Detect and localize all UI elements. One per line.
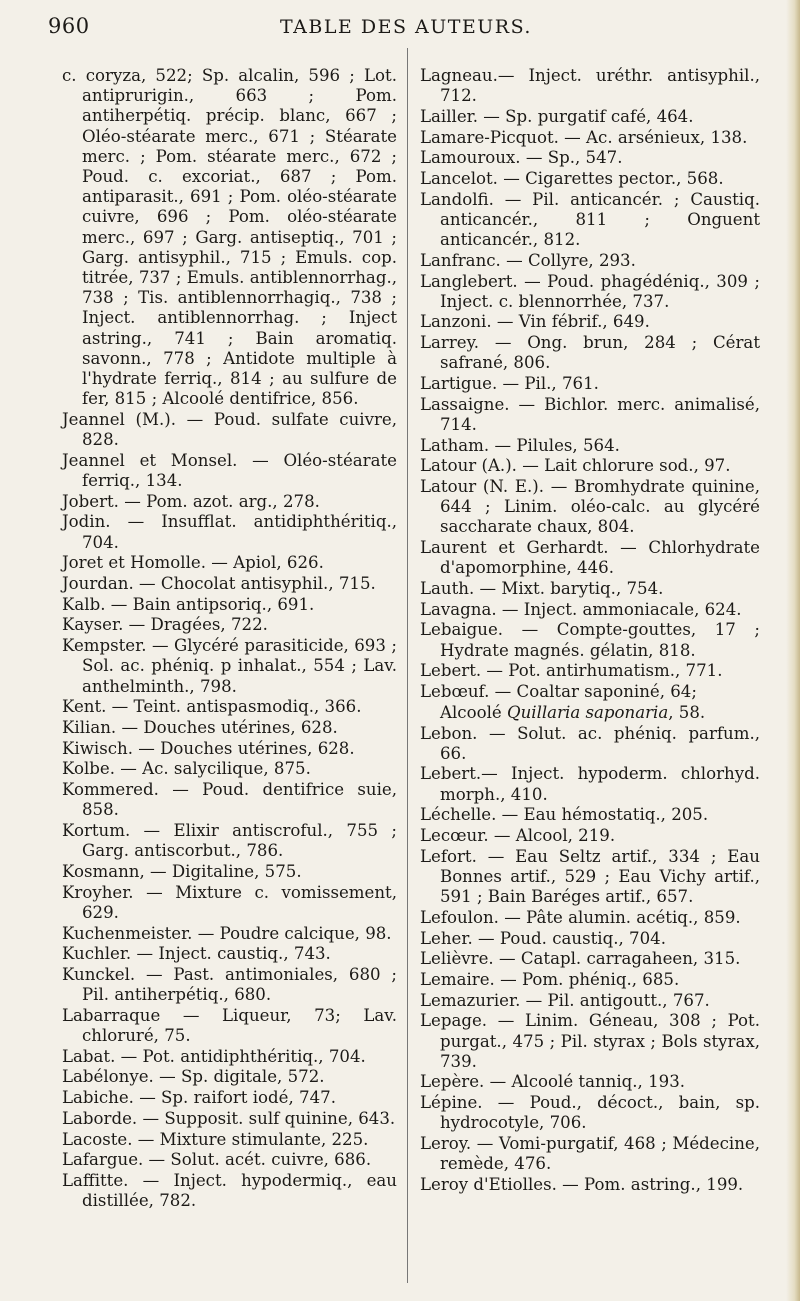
index-entry: c. coryza, 522; Sp. alcalin, 596 ; Lot. antiprurigin., 663 ; Pom. antiherpétiq. précip. blanc, 667 ; Oléo-stéarate merc., 671 ; Stéarate merc. ; Pom. stéarate merc., 672 ; Poud. c. excoriat., 687 ; Pom. antiparasit., 691 ; Pom. oléo-stéarate cuivre, 696 ; Pom. oléo-stéarate merc., 697 ; Garg. antiseptiq., 701 ; Garg. antisyphil., 715 ; Emuls. cop. titrée, 737 ; Emuls. antiblennorrhag., 738 ; Tis. antiblennorrhagiq., 738 ; Inject. antiblennorrhag. ; Inject astring., 741 ; Bain aromatiq. savonn., 778 ; Antidote multiple à l'hydrate ferriq., 814 ; au sulfure de fer, 815 ; Alcoolé dentifrice, 856. [62, 66, 397, 409]
index-entry: Lanzoni. — Vin fébrif., 649. [420, 312, 650, 332]
index-entry: Laurent et Gerhardt. — Chlorhydrate d'apomorphine, 446. [420, 538, 760, 578]
index-entry: Latour (N. E.). — Bromhydrate quinine, 644 ; Linim. oléo-calc. au glycéré saccharate chaux, 804. [420, 477, 760, 537]
index-entry: Lepage. — Linim. Géneau, 308 ; Pot. purgat., 475 ; Pil. styrax ; Bols styrax, 739. [420, 1011, 760, 1071]
index-entry: Lancelot. — Cigarettes pector., 568. [420, 169, 724, 189]
index-entry: Kolbe. — Ac. salycilique, 875. [62, 759, 311, 779]
index-entry: Lebert.— Inject. hypoderm. chlorhyd. morph., 410. [420, 764, 760, 804]
index-entry: Lemaire. — Pom. phéniq., 685. [420, 969, 680, 989]
index-entry: Lebert. — Pot. antirhumatism., 771. [420, 661, 723, 681]
index-entry: Leroy. — Vomi-purgatif, 468 ; Médecine, remède, 476. [420, 1134, 760, 1174]
index-entry: Kuchler. — Inject. caustiq., 743. [62, 944, 331, 964]
index-entry: Lépine. — Poud., décoct., bain, sp. hydrocotyle, 706. [420, 1093, 760, 1133]
index-entry: Laffitte. — Inject. hypodermiq., eau distillée, 782. [62, 1170, 397, 1211]
right-column [420, 66, 760, 1196]
index-entry: Kalb. — Bain antipsoriq., 691. [62, 594, 315, 614]
column-divider [407, 48, 408, 1283]
index-entry: Jodin. — Insufflat. antidiphthéritiq., 704. [62, 512, 397, 552]
page-edge-shadow [786, 0, 800, 1301]
index-entry: Labarraque — Liqueur, 73; Lav. chloruré, 75. [62, 1005, 397, 1046]
index-entry: Kilian. — Douches utérines, 628. [62, 718, 338, 737]
index-entry: Landolfi. — Pil. anticancér. ; Caustiq. anticancér., 811 ; Onguent anticancér., 812. [420, 189, 760, 250]
index-entry: Lepère. — Alcoolé tanniq., 193. [420, 1072, 686, 1092]
index-entry: Lefoulon. — Pâte alumin. acétiq., 859. [420, 907, 741, 927]
index-entry: Lecœur. — Alcool, 219. [420, 826, 616, 846]
index-entry: Lanfranc. — Collyre, 293. [420, 250, 636, 270]
index-entry: Latham. — Pilules, 564. [420, 435, 620, 455]
index-entry: Kayser. — Dragées, 722. [62, 615, 268, 635]
index-entry: Lacoste. — Mixture stimulante, 225. [62, 1129, 369, 1149]
index-entry: Kent. — Teint. antispasmodiq., 366. [62, 697, 362, 717]
index-entry: Jourdan. — Chocolat antisyphil., 715. [62, 574, 376, 594]
index-entry: Lemazurier. — Pil. antigoutt., 767. [420, 990, 710, 1010]
index-entry: Lelièvre. — Catapl. carragaheen, 315. [420, 949, 741, 969]
index-entry [420, 703, 760, 723]
index-entry: Lassaigne. — Bichlor. merc. animalisé, 714. [420, 394, 760, 434]
index-entry: Labiche. — Sp. raifort iodé, 747. [62, 1088, 336, 1108]
entry-fragment: , 58. [668, 702, 706, 722]
index-entry: Kunckel. — Past. antimoniales, 680 ; Pil. antiherpétiq., 680. [62, 964, 397, 1005]
index-entry: Lebaigue. — Compte-gouttes, 17 ; Hydrate magnés. gélatin, 818. [420, 620, 760, 660]
index-entry: Langlebert. — Poud. phagédéniq., 309 ; Inject. c. blennorrhée, 737. [420, 271, 760, 311]
index-entry: Lagneau.— Inject. uréthr. antisyphil., 712. [420, 66, 760, 106]
index-entry: Lamare-Picquot. — Ac. arsénieux, 138. [420, 127, 748, 147]
index-entry: Lamouroux. — Sp., 547. [420, 148, 623, 168]
index-entry: Kroyher. — Mixture c. vomissement, 629. [62, 882, 397, 922]
index-entry: Lartigue. — Pil., 761. [420, 374, 599, 394]
italic-term: Quillaria saponaria [506, 702, 669, 722]
index-entry: Jobert. — Pom. azot. arg., 278. [62, 491, 320, 511]
index-entry: Lauth. — Mixt. barytiq., 754. [420, 579, 664, 599]
index-entry: Larrey. — Ong. brun, 284 ; Cérat safrané, 806. [420, 333, 760, 373]
index-entry: Léchelle. — Eau hémostatiq., 205. [420, 805, 709, 825]
index-entry: Labat. — Pot. antidiphthéritiq., 704. [62, 1046, 366, 1066]
index-entry: Joret et Homolle. — Apiol, 626. [62, 553, 324, 573]
index-entry: Lavagna. — Inject. ammoniacale, 624. [420, 599, 742, 619]
entry-fragment: Alcoolé [440, 702, 507, 722]
index-entry: Latour (A.). — Lait chlorure sod., 97. [420, 456, 731, 476]
left-column [62, 66, 397, 1212]
index-entry: Kommered. — Poud. dentifrice suie, 858. [62, 780, 397, 820]
index-entry: Lefort. — Eau Seltz artif., 334 ; Eau Bonnes artif., 529 ; Eau Vichy artif., 591 ; Bain Baréges artif., 657. [420, 846, 760, 907]
index-entry: Kiwisch. — Douches utérines, 628. [62, 738, 355, 758]
index-entry: Jeannel (M.). — Poud. sulfate cuivre, 828. [62, 409, 397, 450]
index-entry: Jeannel et Monsel. — Oléo-stéarate ferriq., 134. [62, 450, 397, 491]
index-entry: Lafargue. — Solut. acét. cuivre, 686. [62, 1150, 372, 1170]
index-entry: Lailler. — Sp. purgatif café, 464. [420, 106, 694, 126]
index-entry: Leher. — Poud. caustiq., 704. [420, 928, 666, 948]
index-entry: Leroy d'Etiolles. — Pom. astring., 199. [420, 1174, 744, 1194]
index-entry: Kortum. — Elixir antiscroful., 755 ; Garg. antiscorbut., 786. [62, 821, 397, 861]
index-entry: Lebon. — Solut. ac. phéniq. parfum., 66. [420, 723, 760, 763]
index-entry: Lebœuf. — Coaltar saponiné, 64; [420, 682, 697, 702]
index-entry: Labélonye. — Sp. digitale, 572. [62, 1067, 325, 1087]
index-entry: Kosmann, — Digitaline, 575. [62, 861, 302, 881]
index-entry: Kempster. — Glycéré parasiticide, 693 ; Sol. ac. phéniq. p inhalat., 554 ; Lav. anthelminth., 798. [62, 636, 397, 696]
index-entry: Kuchenmeister. — Poudre calcique, 98. [62, 923, 392, 943]
page-header [48, 14, 764, 44]
running-title: TABLE DES AUTEURS. [280, 16, 532, 38]
page-number: 960 [48, 14, 90, 38]
index-entry: Laborde. — Supposit. sulf quinine, 643. [62, 1108, 396, 1128]
